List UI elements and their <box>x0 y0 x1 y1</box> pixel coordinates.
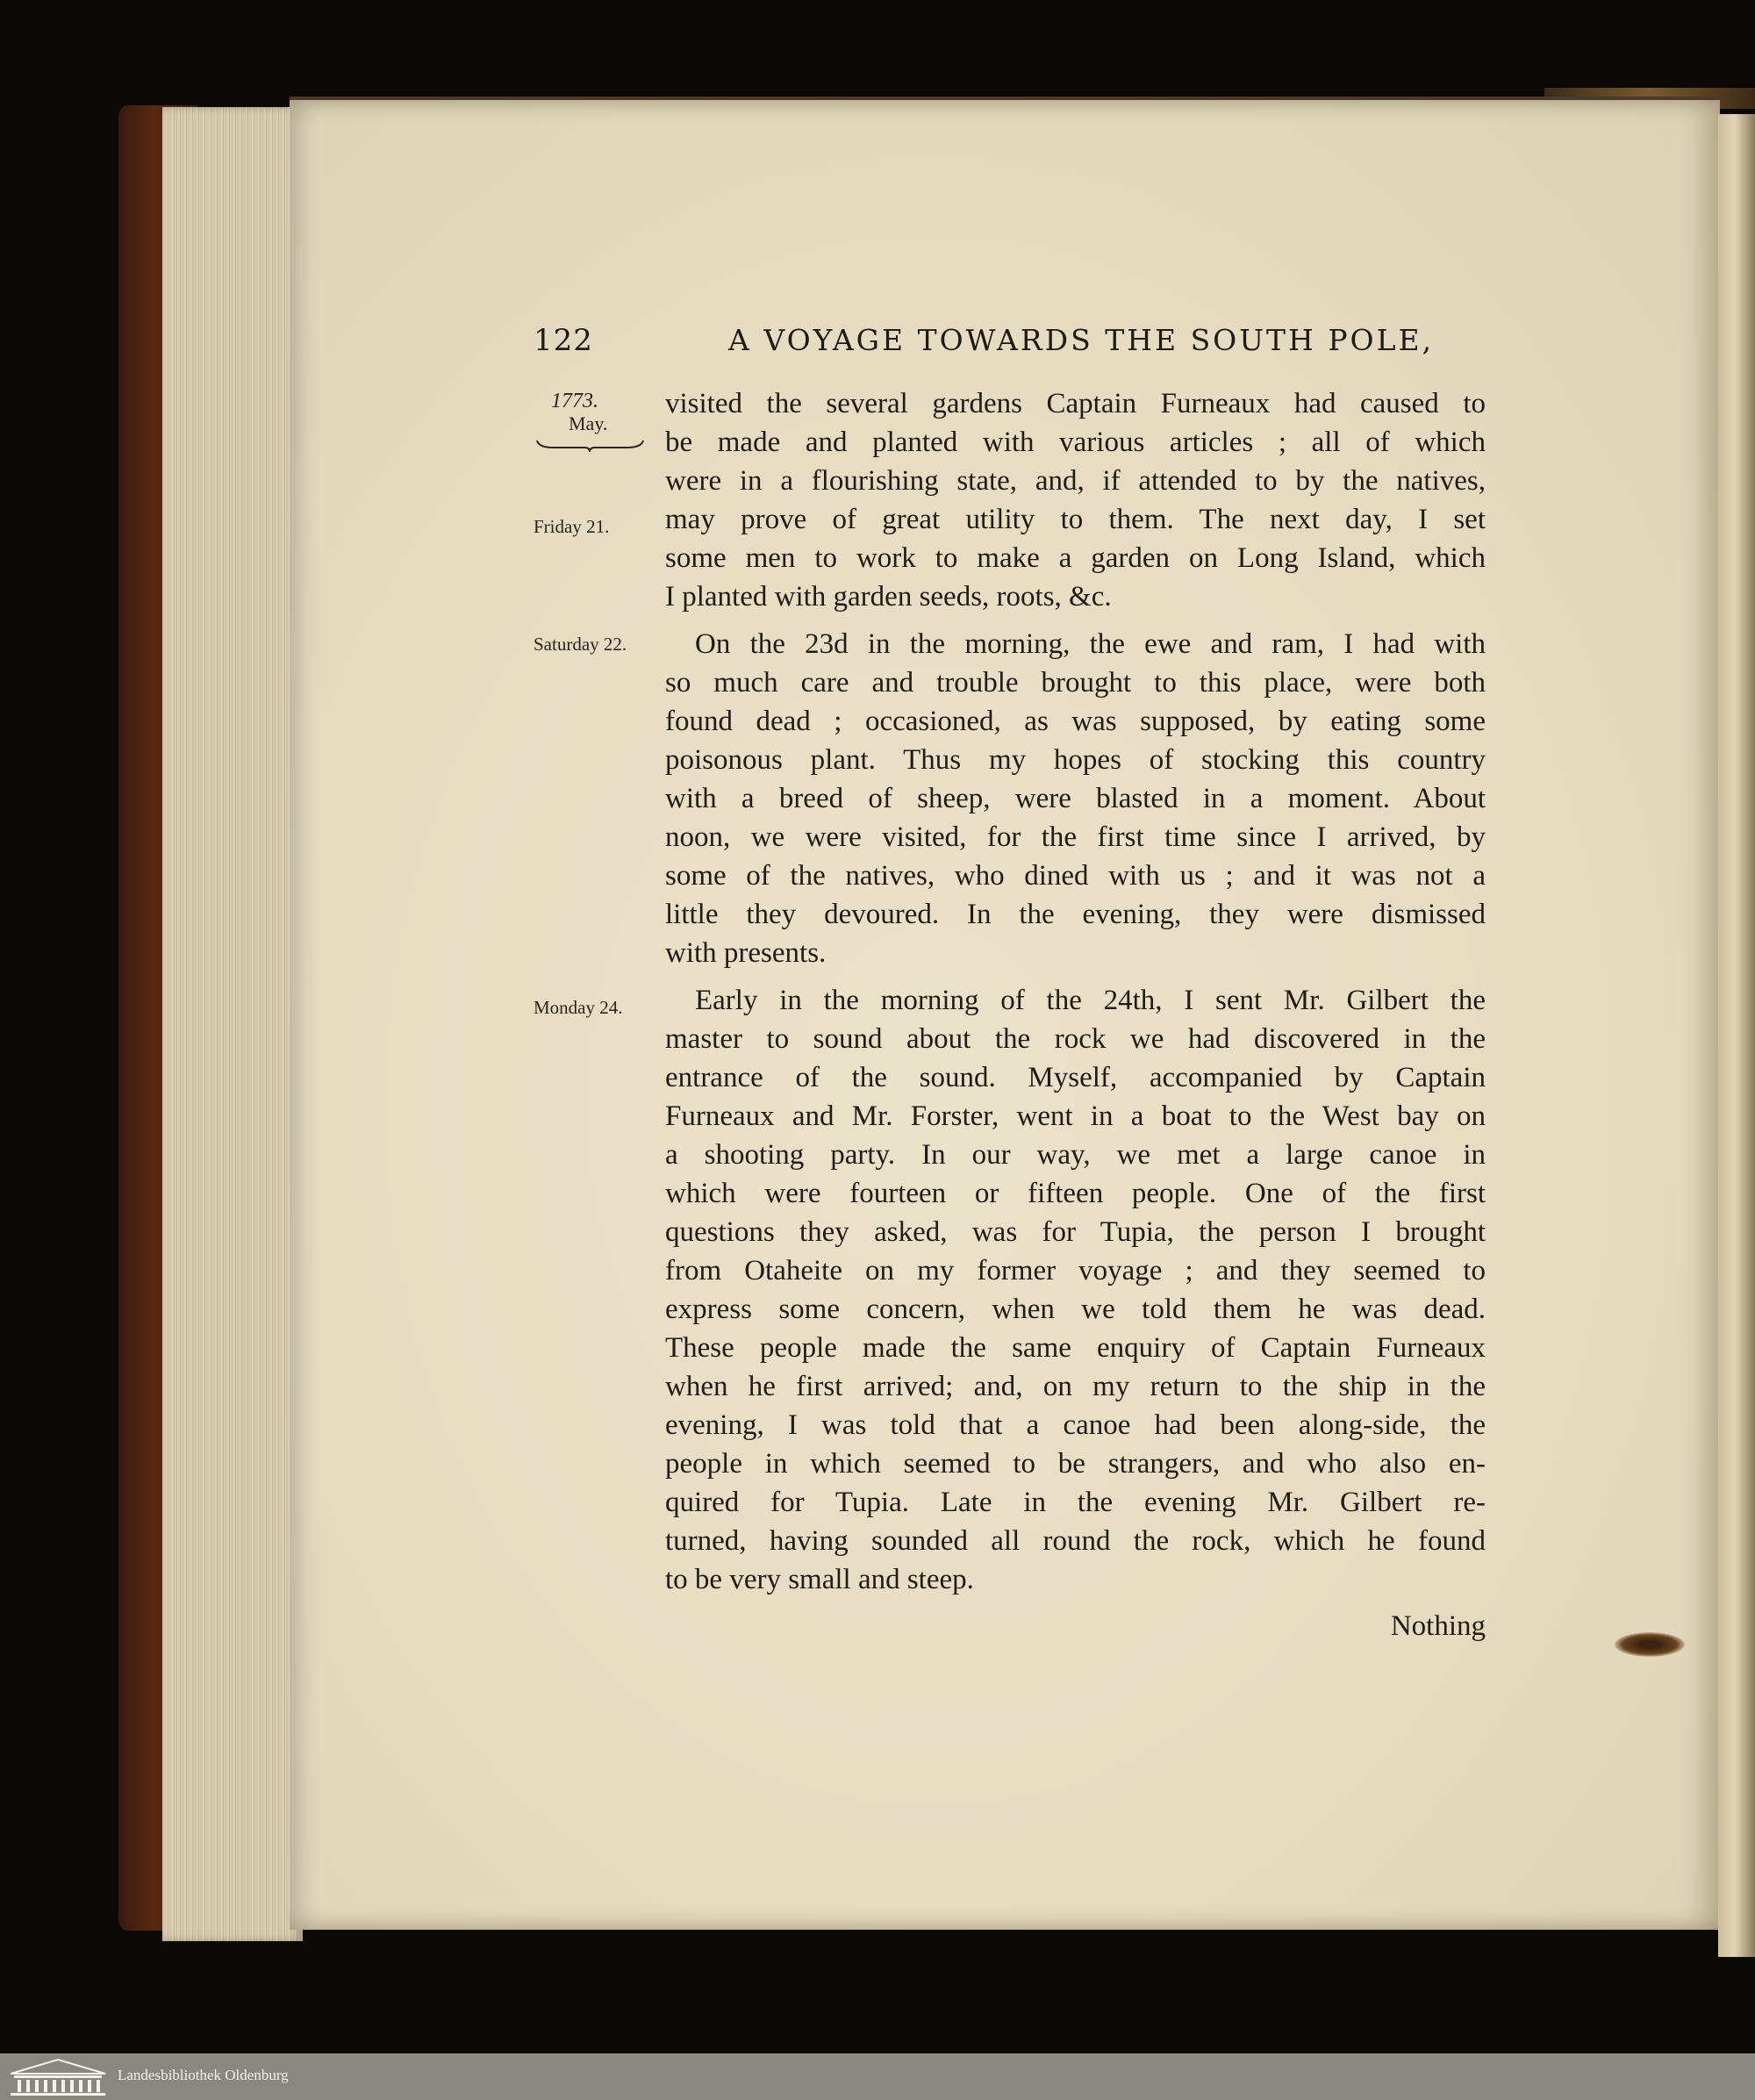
text-line: with presents. <box>665 937 827 969</box>
text-line: entrance of the sound. Myself, accompanied by Captain <box>665 1062 1486 1093</box>
text-line: some men to work to make a garden on Long Island, which <box>665 542 1486 574</box>
text-line: Furneaux and Mr. Forster, went in a boat to the West bay on <box>665 1100 1486 1132</box>
margin-date-friday: Friday 21. <box>534 516 610 537</box>
text-line: were in a flourishing state, and, if attended to by the natives, <box>665 465 1486 497</box>
text-line: turned, having sounded all round the rock, which he found <box>665 1525 1486 1557</box>
text-line: I planted with garden seeds, roots, &c. <box>665 581 1112 613</box>
text-line: On the 23d in the morning, the ewe and ram, I had with <box>695 628 1486 660</box>
margin-brace-icon <box>535 439 645 453</box>
text-line: visited the several gardens Captain Furneaux had caused to <box>665 388 1486 419</box>
text-line: may prove of great utility to them. The next day, I set <box>665 504 1486 535</box>
text-line: with a breed of sheep, were blasted in a moment. About <box>665 783 1486 814</box>
text-line: which were fourteen or fifteen people. One of the first <box>665 1178 1486 1209</box>
text-line: to be very small and steep. <box>665 1564 974 1595</box>
library-building-icon <box>7 2058 109 2096</box>
text-line: from Otaheite on my former voyage ; and they seemed to <box>665 1255 1486 1287</box>
text-line: some of the natives, who dined with us ; and it was not a <box>665 860 1486 892</box>
facing-page-edge <box>1718 114 1755 1957</box>
margin-date-monday: Monday 24. <box>534 997 623 1018</box>
text-line: These people made the same enquiry of Captain Furneaux <box>665 1332 1486 1364</box>
text-line: quired for Tupia. Late in the evening Mr. Gilbert re- <box>665 1487 1486 1518</box>
margin-date-saturday: Saturday 22. <box>534 634 627 655</box>
text-line: master to sound about the rock we had discovered in the <box>665 1023 1486 1055</box>
text-line: questions they asked, was for Tupia, the person I brought <box>665 1216 1486 1248</box>
catchword: Nothing <box>1390 1610 1486 1642</box>
text-line: when he first arrived; and, on my return to the ship in the <box>665 1371 1486 1402</box>
text-line: express some concern, when we told them he was dead. <box>665 1294 1486 1325</box>
text-line: so much care and trouble brought to this place, were both <box>665 667 1486 699</box>
text-line: little they devoured. In the evening, they were dismissed <box>665 899 1486 930</box>
text-line: evening, I was told that a canoe had been along-side, the <box>665 1409 1486 1441</box>
ink-stain <box>1615 1632 1685 1657</box>
text-line: Early in the morning of the 24th, I sent Mr. Gilbert the <box>695 985 1486 1016</box>
page-edges <box>162 107 303 1941</box>
running-head <box>534 323 1486 372</box>
margin-month: May. <box>569 412 608 434</box>
margin-year: 1773. <box>551 390 598 412</box>
text-line: poisonous plant. Thus my hopes of stocking this country <box>665 744 1486 776</box>
library-name: Landesbibliothek Oldenburg <box>118 2067 289 2083</box>
text-line: noon, we were visited, for the first time since I arrived, by <box>665 821 1486 853</box>
viewer-footer <box>0 2053 1755 2100</box>
text-line: people in which seemed to be strangers, and who also en- <box>665 1448 1486 1480</box>
running-title: A VOYAGE TOWARDS THE SOUTH POLE, <box>728 323 1435 357</box>
text-line: be made and planted with various articles ; all of which <box>665 426 1486 458</box>
page-number: 122 <box>534 323 593 358</box>
text-line: a shooting party. In our way, we met a large canoe in <box>665 1139 1486 1171</box>
text-line: found dead ; occasioned, as was supposed, by eating some <box>665 706 1486 737</box>
